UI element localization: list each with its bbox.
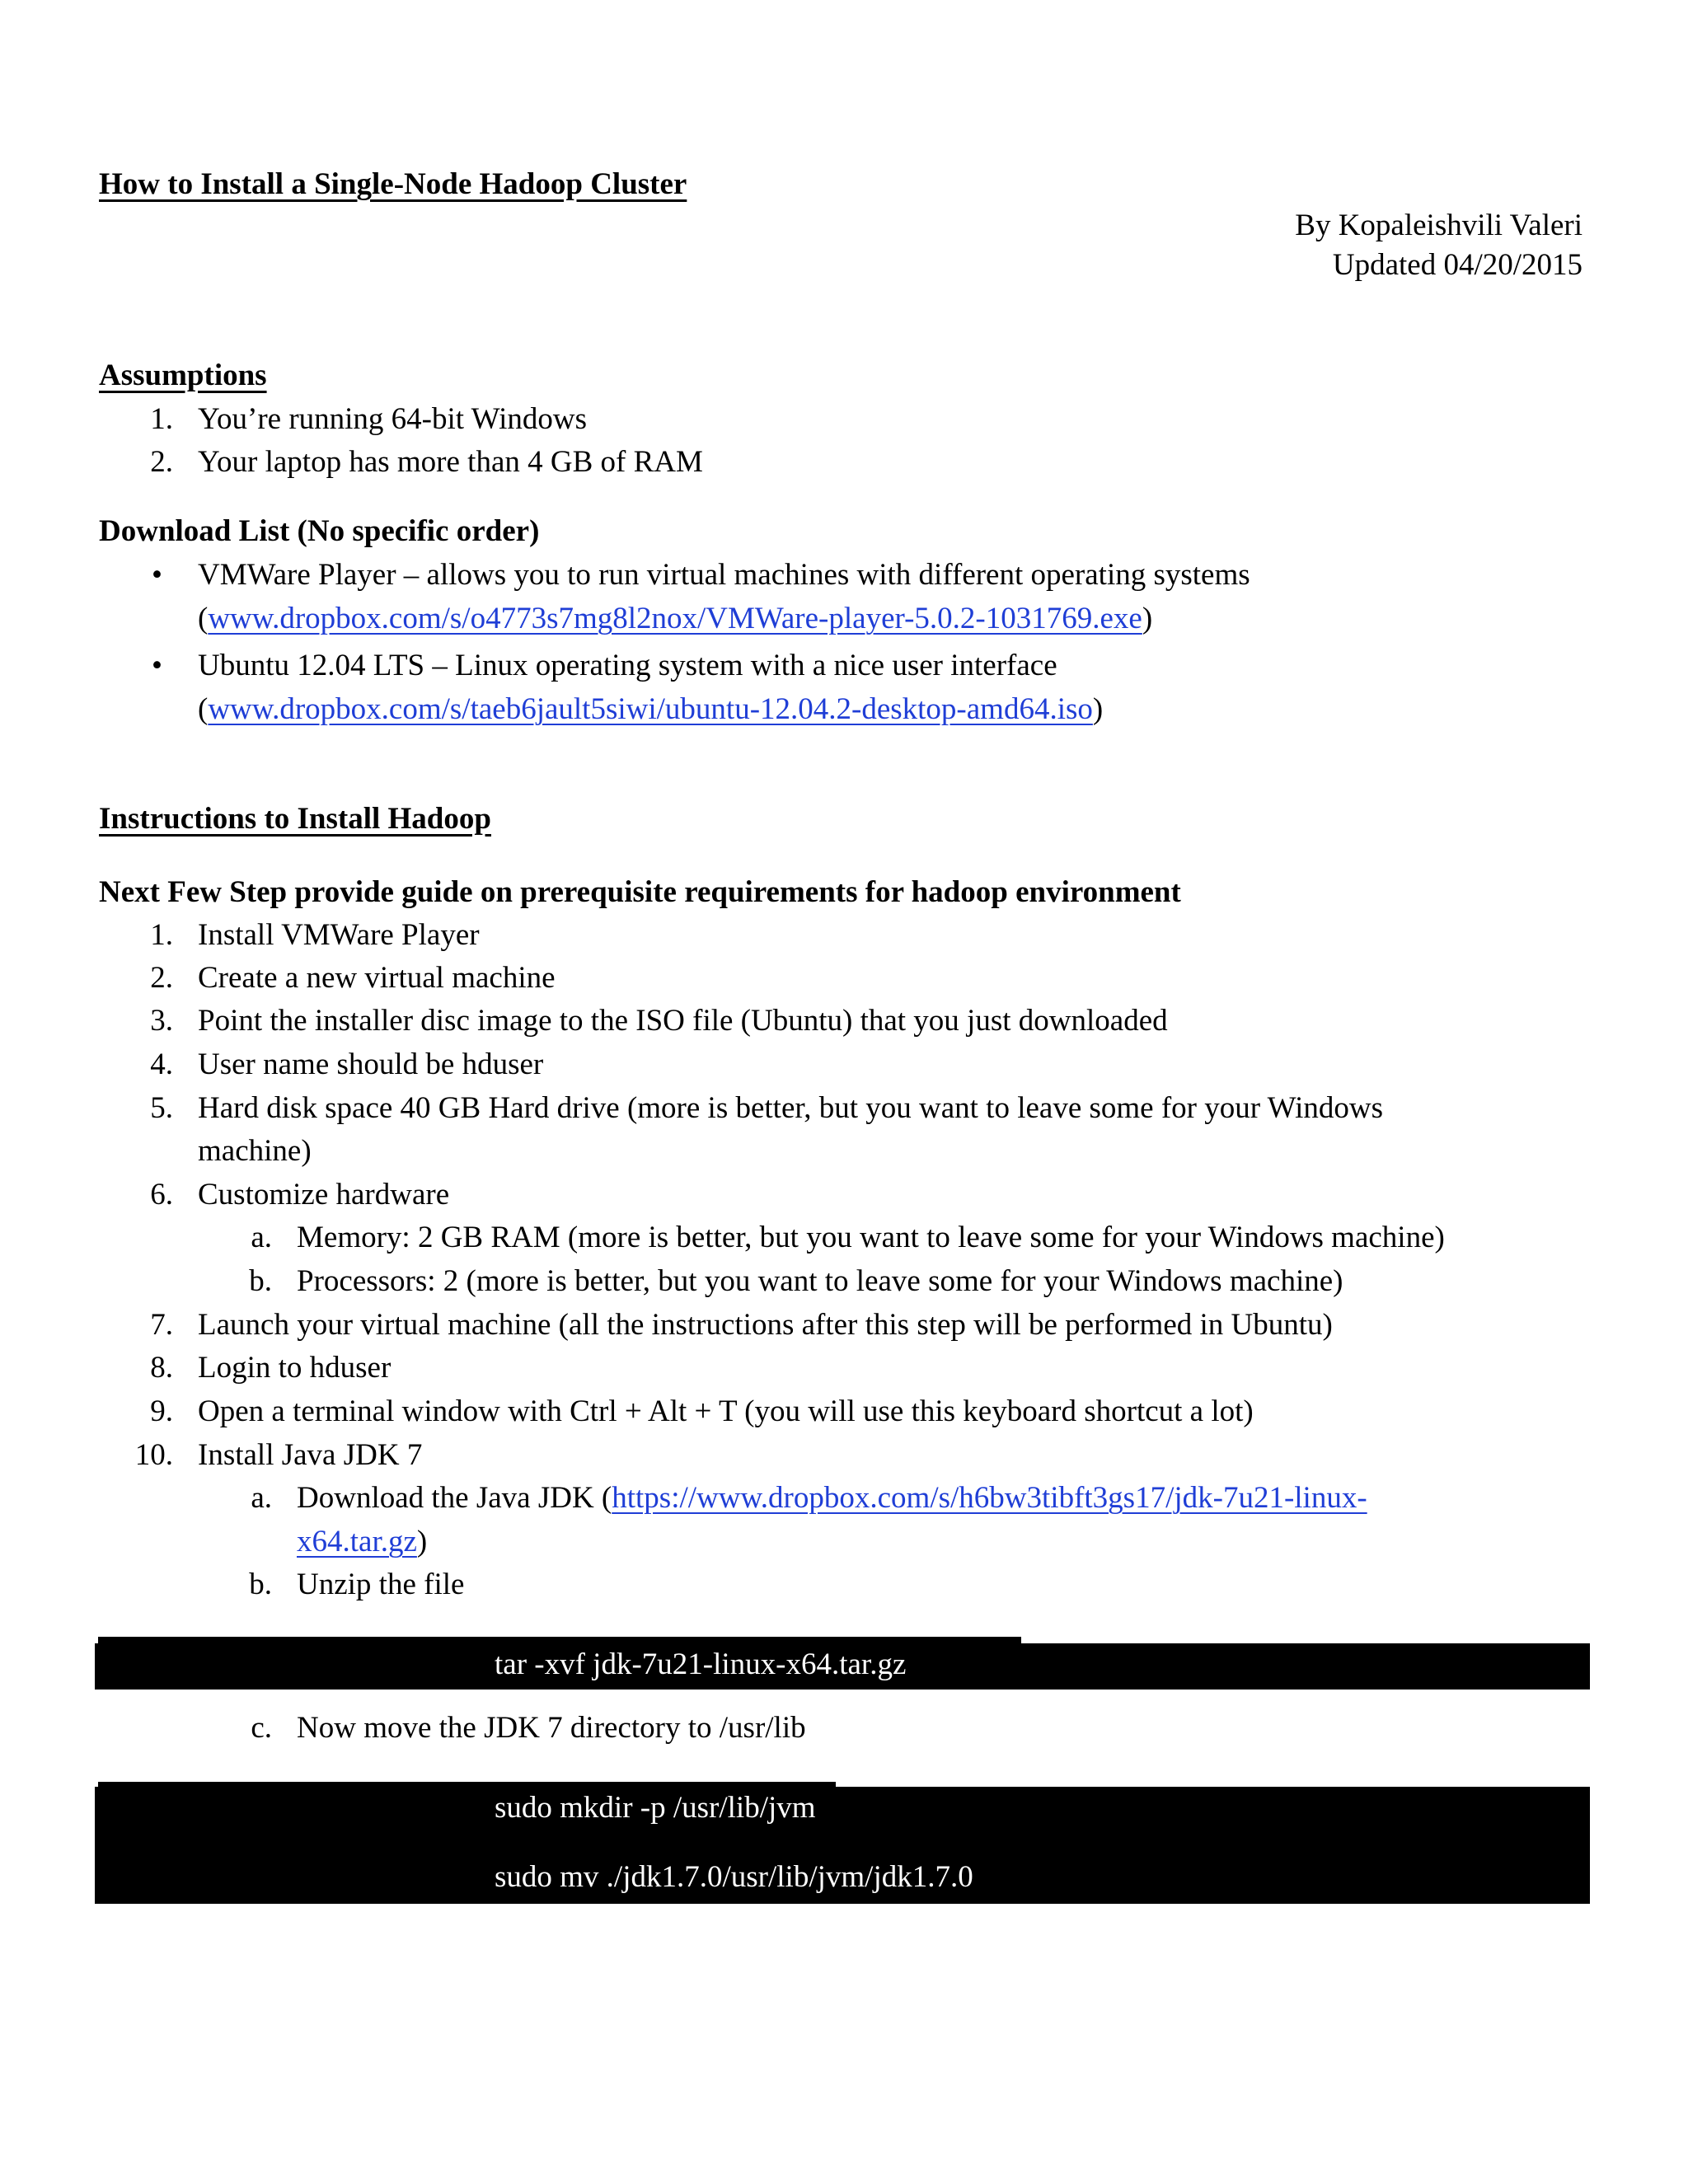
ubuntu-download-link[interactable]: www.dropbox.com/s/taeb6jault5siwi/ubuntu-12.04.2-desktop-amd64.iso bbox=[208, 692, 1093, 726]
download-link-line: (www.dropbox.com/s/taeb6jault5siwi/ubuntu-12.04.2-desktop-amd64.iso) bbox=[198, 692, 1104, 726]
bullet-icon: • bbox=[152, 649, 162, 682]
list-text: Your laptop has more than 4 GB of RAM bbox=[198, 445, 703, 479]
link-continuation: x64.tar.gz) bbox=[297, 1525, 428, 1558]
document-page: How to Install a Single-Node Hadoop Cluster By Kopaleishvili Valeri Updated 04/20/2015 Assumptions 1. You’re running 64-bit Windows 2. Your laptop has more than 4 GB of RAM Download List (No specific order) • VMWare Player – allows you to run virtual machines with different operating systems (www.dropbox.com/s/o4773s7mg8l2nox/VMWare-player-5.0.2-1031769.exe) • Ubuntu 12.04 LTS – Linux operating system with a nice user interface (www.dropbox.com/s/taeb6jault5siwi/ubuntu-12.04.2-desktop-amd64.iso) Instructions to Install Hadoop Next Few Step provide guide on prerequisite requirements for hadoop environment 1. Install VMWare Player 2. Create a new virtual machine 3. Point the installer disc image to the ISO file (Ubuntu) that you just downloaded 4. User name should be hduser 5. Hard disk space 40 GB Hard drive (more is better, but you want to leave some for your Windows machine) 6. Customize hardware a. Memory: 2 GB RAM (more is better, but you want to leave some for your Windows machine) b. Processors: 2 (more is better, but you want to leave some for your Windows machine) 7. Launch your virtual machine (all the instructions after this step will be performed in Ubuntu) 8. Login to hduser 9. Open a terminal window with Ctrl + Alt + T (you will use this keyboard shortcut a lot) 10. Install Java JDK 7 a. Download the Java JDK (https://www.dropbox.com/s/h6bw3tibft3gs17/jdk-7u21-linux- x64.tar.gz) b. Unzip the file tar -xvf jdk-7u21-linux-x64.tar.gz c. Now move the JDK 7 directory to /usr/lib sudo mkdir -p /usr/lib/jvm sudo mv ./jdk1.7.0/usr/lib/jvm/jdk1.7.0 bbox=[0, 0, 1688, 2184]
download-item-vmware: VMWare Player – allows you to run virtual machines with different operating systems bbox=[198, 558, 1250, 592]
vmware-download-link[interactable]: www.dropbox.com/s/o4773s7mg8l2nox/VMWare-player-5.0.2-1031769.exe bbox=[208, 602, 1142, 635]
list-number: 1. bbox=[150, 402, 173, 436]
jdk-download-link[interactable]: https://www.dropbox.com/s/h6bw3tibft3gs17/jdk-7u21-linux- bbox=[612, 1481, 1367, 1515]
list-text: You’re running 64-bit Windows bbox=[198, 402, 587, 436]
list-number: 2. bbox=[150, 445, 173, 479]
terminal-block-move bbox=[95, 1787, 1590, 1904]
download-heading: Download List (No specific order) bbox=[99, 514, 540, 548]
download-item-ubuntu: Ubuntu 12.04 LTS – Linux operating system with a nice user interface bbox=[198, 649, 1057, 682]
instructions-heading: Instructions to Install Hadoop bbox=[99, 802, 491, 836]
page-title: How to Install a Single-Node Hadoop Cluster bbox=[99, 167, 687, 201]
step-continuation: machine) bbox=[198, 1134, 312, 1168]
terminal-command: sudo mv ./jdk1.7.0/usr/lib/jvm/jdk1.7.0 bbox=[495, 1860, 973, 1894]
assumptions-heading: Assumptions bbox=[99, 359, 267, 392]
download-link-line: (www.dropbox.com/s/o4773s7mg8l2nox/VMWare-player-5.0.2-1031769.exe) bbox=[198, 602, 1153, 635]
author-line: By Kopaleishvili Valeri bbox=[1295, 209, 1582, 242]
instructions-subheading: Next Few Step provide guide on prerequisite requirements for hadoop environment bbox=[99, 875, 1181, 909]
terminal-block-unzip bbox=[95, 1643, 1590, 1690]
terminal-tab bbox=[98, 1637, 1021, 1643]
updated-date: Updated 04/20/2015 bbox=[1332, 248, 1582, 282]
bullet-icon: • bbox=[152, 558, 162, 592]
terminal-command: tar -xvf jdk-7u21-linux-x64.tar.gz bbox=[495, 1647, 907, 1681]
jdk-download-link-cont[interactable]: x64.tar.gz bbox=[297, 1525, 417, 1558]
terminal-command: sudo mkdir -p /usr/lib/jvm bbox=[495, 1791, 816, 1825]
